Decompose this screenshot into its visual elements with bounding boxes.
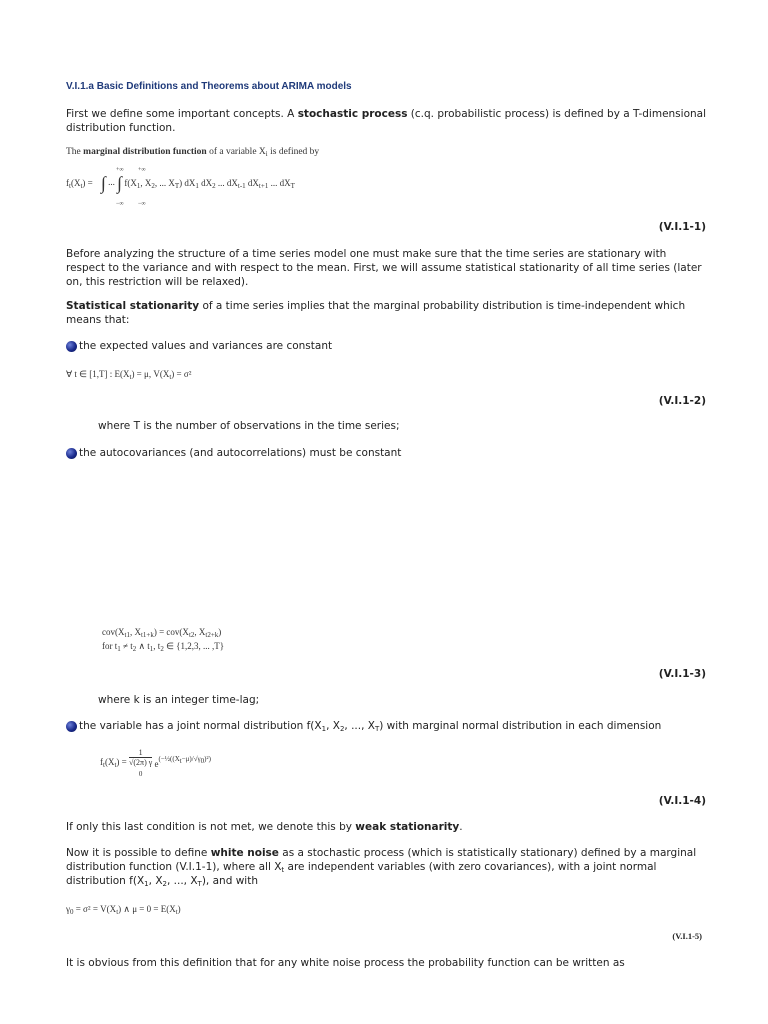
equation-number-5: (V.I.1-5) [672, 931, 702, 941]
paragraph-closing: It is obvious from this definition that for any white noise process the probability function can be written as [66, 957, 625, 969]
marginal-definition: The marginal distribution function of a variable $X_i$ is defined by [66, 147, 320, 158]
term-white-noise: white noise [210, 847, 279, 859]
bullet-joint-normal: the variable has a joint normal distribution $f(X_1$, $X_2$, ..., $X_T$) with marginal normal distribution in each dimension [66, 719, 661, 733]
bullet-autocovariances: the autocovariances (and autocorrelations) must be constant [66, 446, 401, 460]
equation-number-3: (V.I.1-3) [658, 668, 706, 680]
equation-white-noise: $\gamma_0 = \sigma^2 = V(X_t)$ ∧ $\mu = 0 = E(X_t)$ [66, 904, 181, 916]
equation-constant-moments: ∀ t ∈ [1,T] : $E(X_t) = \mu$, $V(X_t) = \sigma^2$ [66, 369, 192, 381]
equation-number-1: (V.I.1-1) [658, 221, 706, 233]
paragraph-white-noise: Now it is possible to define white noise as a stochastic process (which is statistically stationary) defined by a marginal distribution function (V.I.1-1), where all $X_t$ are independent variables (with zero covariances), with a joint normal distribution $f(X_1$, $X_2$, ..., $X_T$), and with [66, 847, 697, 888]
term-statistical-stationarity: Statistical stationarity [66, 300, 200, 312]
bullet-expected-values: the expected values and variances are constant [66, 339, 332, 353]
where-t-note: where T is the number of observations in the time series; [98, 420, 400, 432]
paragraph-before-analyzing: Before analyzing the structure of a time series model one must make sure that the time series are stationary with respect to the variance and with respect to the mean. First, we will assume statistical stationarity of all time series (later on, this restriction will be relaxed). [66, 248, 702, 288]
equation-marginal-distribution: $f_t(X_t)$ = ∫ ... ∫ $f(X_1$, $X_2$, ... $X_T$) $dX_1$ $dX_2$ ... $dX_{t-1}$ $dX_{t+1}$ ... $dX_T$ +∞ +∞ −∞ −∞ [66, 167, 295, 207]
intro-paragraph: First we define some important concepts. A stochastic process (c.q. probabilistic process) is defined by a T-dimensional distribution function. [66, 108, 706, 134]
equation-number-4: (V.I.1-4) [658, 795, 706, 807]
paragraph-statistical-stationarity: Statistical stationarity of a time series implies that the marginal probability distribution is time-independent which means that: [66, 300, 686, 326]
equation-autocovariance: $cov(X_{t1}$, $X_{t1+k}) = cov(X_{t2}$, $X_{t2+k}$) for $t_1 \ne t_2$ ∧ $t_1$, $t_2$ ∈ {1,2,3, ... ,T} [102, 627, 225, 653]
paragraph-weak-stationarity: If only this last condition is not met, we denote this by weak stationarity. [66, 821, 463, 833]
equation-normal-density: $f_t(X_t)$ = 1 √(2π) γ $_0$ $e^{(-\frac{1}{2}((X_t-\mu)/√\gamma_0)^2)}$ [100, 748, 211, 778]
bullet-icon [66, 341, 77, 352]
term-stochastic-process: stochastic process [297, 108, 408, 120]
bullet-icon [66, 448, 77, 459]
term-weak-stationarity: weak stationarity [355, 821, 460, 833]
bullet-icon [66, 721, 77, 732]
section-heading: V.I.1.a Basic Definitions and Theorems about ARIMA models [66, 81, 352, 92]
where-k-note: where k is an integer time-lag; [98, 694, 260, 706]
equation-number-2: (V.I.1-2) [658, 395, 706, 407]
